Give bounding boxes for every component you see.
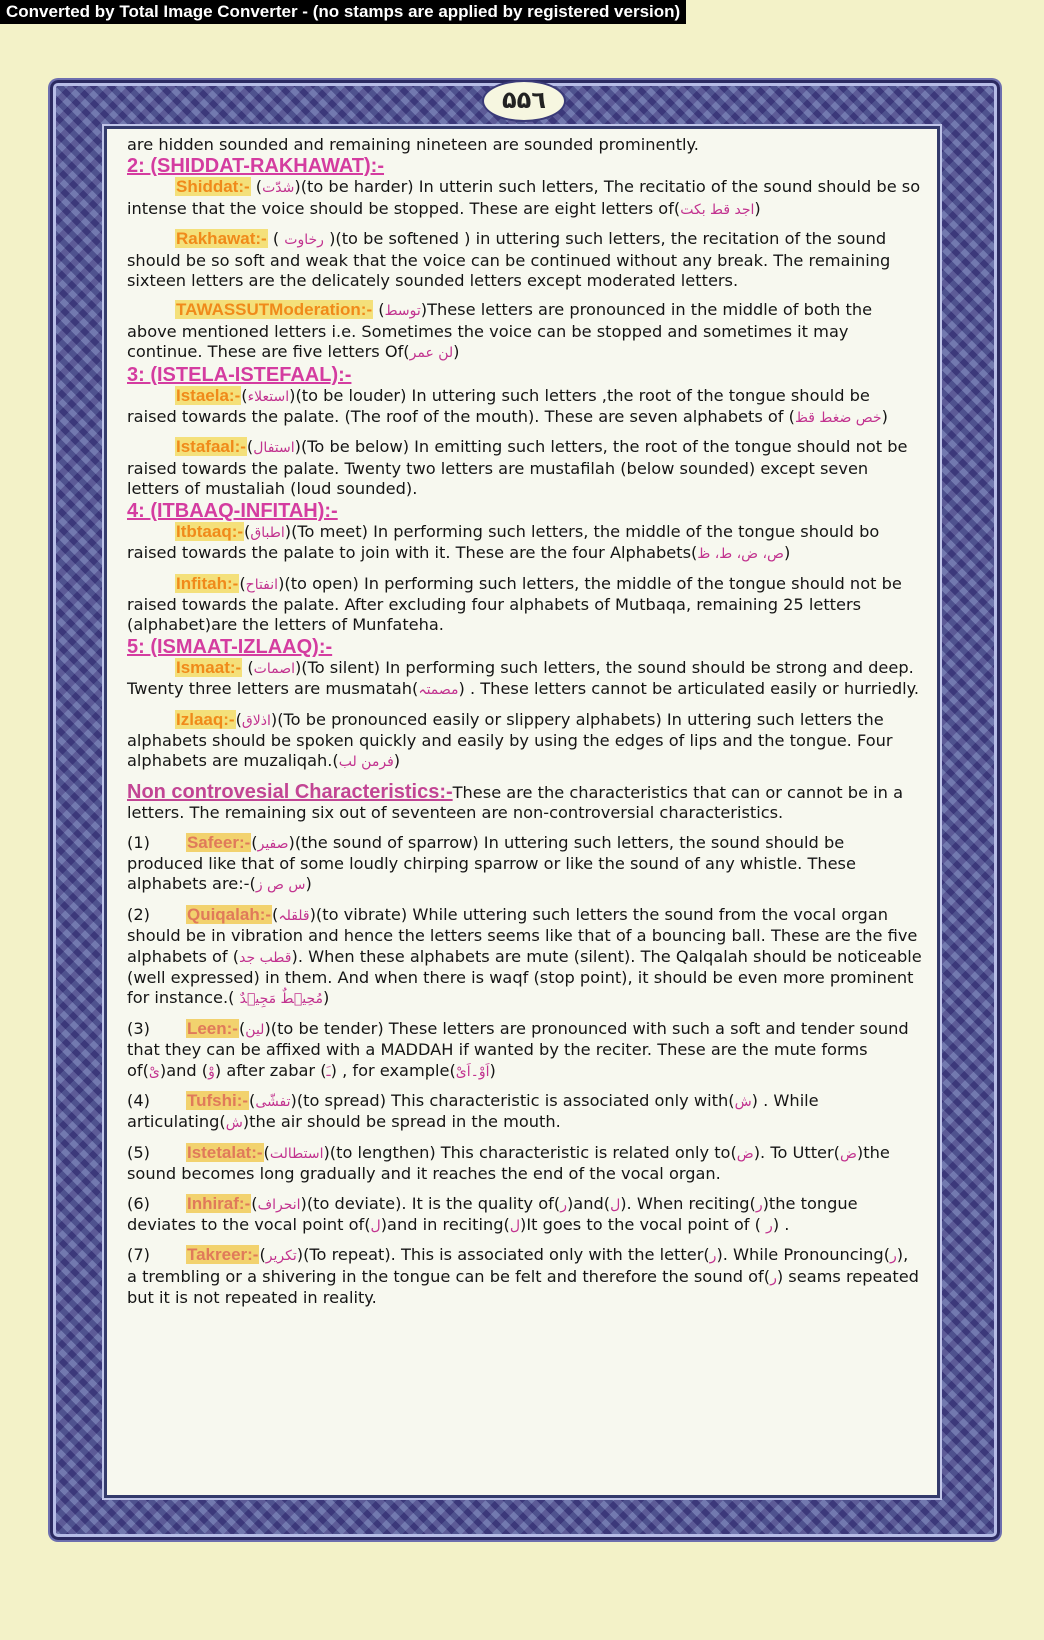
item-safeer: (1) Safeer:-(صفیر)(the sound of sparrow) In uttering such letters, the sound should be produced like that of some loudly chirping sparrow or like the sound of any whistle. These alphabets are:-(س ص ز)	[127, 832, 856, 894]
term-label: Leen:-	[186, 1018, 238, 1038]
arabic-term: استعلاء	[247, 388, 290, 405]
arabic-letters: ر	[560, 1196, 567, 1213]
section-heading-4: 4: (ITBAAQ-INFITAH):-	[127, 499, 338, 522]
arabic-example: مُحِیۡطٌ مَجِیۡدٌ	[239, 991, 324, 1008]
paragraph-text: )the air should be spread in the mouth.	[242, 1112, 561, 1132]
non-controversial-heading: Non controvesial Characteristics:-	[127, 780, 453, 803]
arabic-letters: مصمتہ	[418, 682, 459, 699]
paragraph-text: ). To Utter(	[753, 1142, 840, 1162]
arabic-letters: خص ضغط قظ	[794, 410, 882, 427]
term-label: Rakhawat:-	[176, 229, 267, 249]
term-label: Istafaal:-	[176, 437, 246, 457]
arabic-letters: ر	[766, 1218, 773, 1235]
arabic-letters: ش	[225, 1115, 243, 1132]
paragraph-text: )(to be louder) In uttering such letters ,the root of the tongue should be raised towards the palate. (The roof of the mouth). These are seven alphabets of (	[127, 385, 870, 427]
arabic-term: اصمات	[253, 660, 295, 677]
arabic-term: تفشّی	[255, 1094, 291, 1111]
paragraph-text: )(to open) In performing such letters, the middle of the tongue should not be raised towards the palate. After excluding four alphabets of Mutbaqa, remaining 25 letters (alphabet)are the letters of Munfateha.	[127, 573, 902, 635]
paragraph-text: )	[305, 874, 312, 894]
tawassut-paragraph: TAWASSUTModeration:- (توسط)These letters are pronounced in the middle of both the above mentioned letters i.e. Sometimes the voice can be stopped and sometimes it may continue. These are five letters Of(لن عمر)	[127, 300, 873, 362]
arabic-letters: ر	[890, 1248, 897, 1265]
section-heading-3: 3: (ISTELA-ISTEFAAL):-	[127, 363, 352, 386]
arabic-letters: ل	[610, 1196, 621, 1213]
term-label: Istaela:-	[176, 385, 241, 405]
section-heading-2: 2: (SHIDDAT-RAKHAWAT):-	[127, 155, 385, 178]
term-label: Inhiraf:-	[186, 1193, 251, 1213]
paragraph-text: ) after zabar (	[214, 1060, 327, 1080]
arabic-letters: ر	[770, 1269, 777, 1286]
arabic-letters: اجد قط بکت	[680, 201, 755, 218]
term-label: Shiddat:-	[176, 177, 250, 197]
item-takreer: (7) Takreer:-(تکریر)(To repeat). This is associated only with the letter(ر). While Pronouncing(ر), a trembling or a shivering in the tongue can be felt and therefore the sound of(ر) seams repeated but it is not repeated in reality.	[127, 1245, 919, 1308]
paragraph-text: ) , for example(	[330, 1060, 456, 1080]
paragraph-text: )and (	[159, 1060, 209, 1080]
arabic-letters: فرمن لب	[338, 754, 394, 771]
arabic-letters: ر	[755, 1196, 763, 1213]
arabic-letters: ش	[734, 1094, 752, 1111]
paragraph-text: )(the sound of sparrow) In uttering such letters, the sound should be produced like that of some loudly chirping sparrow or like the sound of any whistle. These alphabets are:-(	[127, 832, 856, 894]
item-number: (5)	[127, 1142, 150, 1162]
ismaat-paragraph: Ismaat:- (اصمات)(To silent) In performing such letters, the sound should be strong and deep. Twenty three letters are musmatah(مصمتہ) . These letters cannot be articulated easily or hurriedly.	[127, 657, 920, 699]
paragraph-text: )(to vibrate) While uttering such letters the sound from the vocal organ should be in vibration and hence the letters seems like that of a bouncing ball. These are the five alphabets of (	[127, 904, 918, 966]
paragraph-text: ). When these alphabets are mute (silent). The Qalqalah should be noticeable (well expressed) in them. And when there is waqf (stop point), it should be even more prominent for instance.(	[127, 946, 922, 1008]
rakhawat-paragraph: Rakhawat:- ( رخاوت )(to be softened ) in uttering such letters, the recitation of the sound should be so soft and weak that the voice can be continued without any break. The remaining sixteen letters are the delicately sounded letters except moderated letters.	[127, 229, 891, 291]
arabic-letters: یْ	[148, 1063, 160, 1080]
paragraph-text: )(to be softened ) in uttering such letters, the recitation of the sound should be so soft and weak that the voice can be continued without any break. The remaining sixteen letters are the delicately sounded letters except moderated letters.	[127, 229, 891, 291]
paragraph-text: )(to spread) This characteristic is associated only with(	[290, 1091, 735, 1111]
term-label: Ismaat:-	[176, 657, 242, 677]
infitah-paragraph: Infitah:-(انفتاح)(to open) In performing such letters, the middle of the tongue should not be raised towards the palate. After excluding four alphabets of Mutbaqa, remaining 25 letters (alphabet)are the letters of Munfateha.	[127, 573, 902, 635]
item-quiqalah: (2) Quiqalah:-(قلقلہ)(to vibrate) While uttering such letters the sound from the vocal organ should be in vibration and hence the letters seems like that of a bouncing ball. These are the five alphabets of (قطب جد). When these alphabets are mute (silent). The Qalqalah should be noticeable (well expressed) in them. And when there is waqf (stop point), it should be even more prominent for instance.( مُحِیۡطٌ مَجِیۡدٌ)	[127, 904, 922, 1008]
paragraph-text: ) .	[772, 1215, 790, 1235]
arabic-letters: ـَ	[326, 1063, 331, 1080]
arabic-term: اذلاق	[241, 712, 271, 729]
item-number: (4)	[127, 1091, 150, 1111]
term-label: Safeer:-	[186, 832, 251, 852]
item-tufshi: (4) Tufshi:-(تفشّی)(to spread) This characteristic is associated only with(ش) . While articulating(ش)the air should be spread in the mouth.	[127, 1091, 819, 1132]
item-number: (6)	[127, 1193, 150, 1213]
paragraph-text: ), a trembling or a shivering in the tongue can be felt and therefore the sound of(	[127, 1245, 909, 1286]
shiddat-paragraph: Shiddat:- (شدّت)(to be harder) In utterin such letters, The recitatio of the sound should be so intense that the voice should be stopped. These are eight letters of(اجد قط بکت)	[127, 177, 921, 218]
arabic-letters: ل	[370, 1218, 381, 1235]
paragraph-text: )(to be tender) These letters are pronounced with such a soft and tender sound that they can be affixed with a MADDAH if wanted by the reciter. These are the mute forms of(	[127, 1018, 909, 1080]
arabic-term: قلقلہ	[278, 907, 310, 924]
istaela-paragraph: Istaela:-(استعلاء)(to be louder) In uttering such letters ,the root of the tongue should be raised towards the palate. (The roof of the mouth). These are seven alphabets of (خص ضغط قظ)	[127, 385, 888, 427]
itbtaaq-paragraph: Itbtaaq:-(اطباق)(To meet) In performing such letters, the middle of the tongue should bo raised towards the palate to join with it. These are the four Alphabets(ص، ض، ط، ظ)	[127, 521, 880, 563]
arabic-term: لین	[245, 1021, 265, 1038]
non-controversial-paragraph	[127, 782, 923, 824]
paragraph-text: ). While Pronouncing(	[716, 1245, 891, 1265]
paragraph-text: ) . These letters cannot be articulated easily or hurriedly.	[458, 679, 920, 699]
arabic-term: انفتاح	[245, 576, 279, 593]
arabic-letters: ض	[839, 1145, 857, 1162]
paragraph-text: )	[881, 407, 888, 427]
term-label: Istetalat:-	[186, 1142, 263, 1162]
arabic-term: تکریر	[265, 1248, 297, 1265]
paragraph-text: These are the characteristics that can or cannot be in a letters. The remaining six out of seventeen are non-controversial characteristics.	[127, 782, 903, 823]
term-label: Takreer:-	[186, 1245, 259, 1265]
paragraph-text: )(to deviate). It is the quality of(	[300, 1193, 561, 1213]
paragraph-text: )and(	[566, 1193, 611, 1213]
arabic-letters: ض	[736, 1145, 754, 1162]
arabic-term: انحراف	[257, 1196, 301, 1213]
arabic-example: اَوْ۔اَیْ	[455, 1063, 490, 1080]
arabic-term: اطباق	[250, 524, 285, 541]
page-number: ۵۵٦	[482, 80, 566, 122]
paragraph-text: )It goes to the vocal point of (	[520, 1215, 767, 1235]
item-number: (1)	[127, 832, 150, 852]
arabic-letters: ص، ض، ط، ظ	[697, 546, 784, 563]
term-label: Itbtaaq:-	[176, 521, 244, 541]
arabic-letters: لن عمر	[409, 345, 454, 362]
paragraph-text: )(To meet) In performing such letters, the middle of the tongue should bo raised towards the palate to join with it. These are the four Alphabets(	[127, 521, 880, 563]
term-label: Tufshi:-	[186, 1091, 249, 1111]
paragraph-text: )the tongue deviates to the vocal point of(	[127, 1193, 858, 1235]
arabic-letters: ل	[509, 1218, 521, 1235]
arabic-letters: ر	[709, 1248, 717, 1265]
paragraph-text: )These letters are pronounced in the middle of both the above mentioned letters i.e. Sometimes the voice can be stopped and sometimes it may continue. These are five letters Of(	[127, 300, 873, 362]
term-label: Izlaaq:-	[176, 709, 235, 729]
paragraph-text: )	[754, 198, 761, 218]
paragraph-text: )(To be pronounced easily or slippery alphabets) In uttering such letters the alphabets should be spoken quickly and easily by using the edges of lips and the tongue. Four alphabets are muzaliqah.(	[127, 709, 893, 771]
intro-text: are hidden sounded and remaining nineteen are sounded prominently.	[127, 135, 699, 154]
item-leen: (3) Leen:-(لین)(to be tender) These letters are pronounced with such a soft and tender sound that they can be affixed with a MADDAH if wanted by the reciter. These are the mute forms of(یْ)and (وْ) after zabar (ـَ) , for example(اَوْ۔اَیْ)	[127, 1018, 909, 1080]
paragraph-text: ) . While articulating(	[127, 1091, 819, 1132]
arabic-term: صفیر	[257, 835, 289, 852]
term-label: Quiqalah:-	[186, 904, 272, 924]
arabic-term: توسط	[384, 303, 421, 320]
paragraph-text: )	[783, 543, 791, 563]
paragraph-text: )(To repeat). This is associated only with the letter(	[296, 1245, 710, 1265]
arabic-letters: س ص ز	[255, 877, 306, 894]
item-inhiraf: (6) Inhiraf:-(انحراف)(to deviate). It is the quality of(ر)and(ل). When reciting(ر)the tongue deviates to the vocal point of(ل)and in reciting(ل)It goes to the vocal point of ( ر) .	[127, 1193, 858, 1235]
arabic-letters: قطب جد	[239, 949, 292, 966]
paragraph-text: )and in reciting(	[380, 1215, 510, 1235]
paragraph-text: )	[453, 342, 460, 362]
section-heading-5: 5: (ISMAAT-IZLAAQ):-	[127, 635, 333, 658]
item-number: (2)	[127, 904, 150, 924]
paragraph-text: )(To be below) In emitting such letters, the root of the tongue should not be raised towards the palate. Twenty two letters are mustafilah (below sounded) except seven letters of mustaliah (loud sounded).	[127, 437, 908, 499]
arabic-letters: وْ	[208, 1063, 215, 1080]
item-number: (3)	[127, 1018, 150, 1038]
arabic-term: رخاوت	[284, 232, 324, 249]
term-label: Infitah:-	[176, 573, 239, 593]
arabic-term: استفال	[253, 440, 295, 457]
paragraph-text: )the sound becomes long gradually and it reaches the end of the vocal organ.	[127, 1142, 890, 1184]
item-number: (7)	[127, 1245, 150, 1265]
page-content	[104, 126, 940, 1498]
arabic-term: استطالت	[269, 1145, 324, 1162]
paragraph-text: (to be harder) In utterin such letters, The recitatio of the sound should be so intense that the voice should be stopped. These are eight letters of(	[127, 177, 921, 218]
paragraph-text: )(To silent) In performing such letters, the sound should be strong and deep. Twenty three letters are musmatah(	[127, 657, 914, 699]
izlaaq-paragraph: Izlaaq:-(اذلاق)(To be pronounced easily or slippery alphabets) In uttering such letters the alphabets should be spoken quickly and easily by using the edges of lips and the tongue. Four alphabets are muzaliqah.(فرمن لب)	[127, 709, 893, 771]
istafaal-paragraph: Istafaal:-(استفال)(To be below) In emitting such letters, the root of the tongue should not be raised towards the palate. Twenty two letters are mustafilah (below sounded) except seven letters of mustaliah (loud sounded).	[127, 437, 908, 499]
paragraph-text: ). When reciting(	[620, 1193, 756, 1213]
paragraph-text: )(to lengthen) This characteristic is related only to(	[323, 1142, 737, 1162]
paragraph-text: ) seams repeated but it is not repeated in reality.	[127, 1266, 919, 1308]
item-istetalat: (5) Istetalat:-(استطالت)(to lengthen) This characteristic is related only to(ض). To Utter(ض)the sound becomes long gradually and it reaches the end of the vocal organ.	[127, 1142, 890, 1184]
paragraph-text: )	[489, 1060, 496, 1080]
term-label: TAWASSUTModeration:-	[176, 300, 373, 320]
paragraph-text: )	[323, 988, 330, 1008]
arabic-term: شدّت	[262, 180, 295, 197]
paragraph-text: )	[393, 751, 401, 771]
converter-banner: Converted by Total Image Converter - (no stamps are applied by registered version)	[0, 0, 686, 24]
